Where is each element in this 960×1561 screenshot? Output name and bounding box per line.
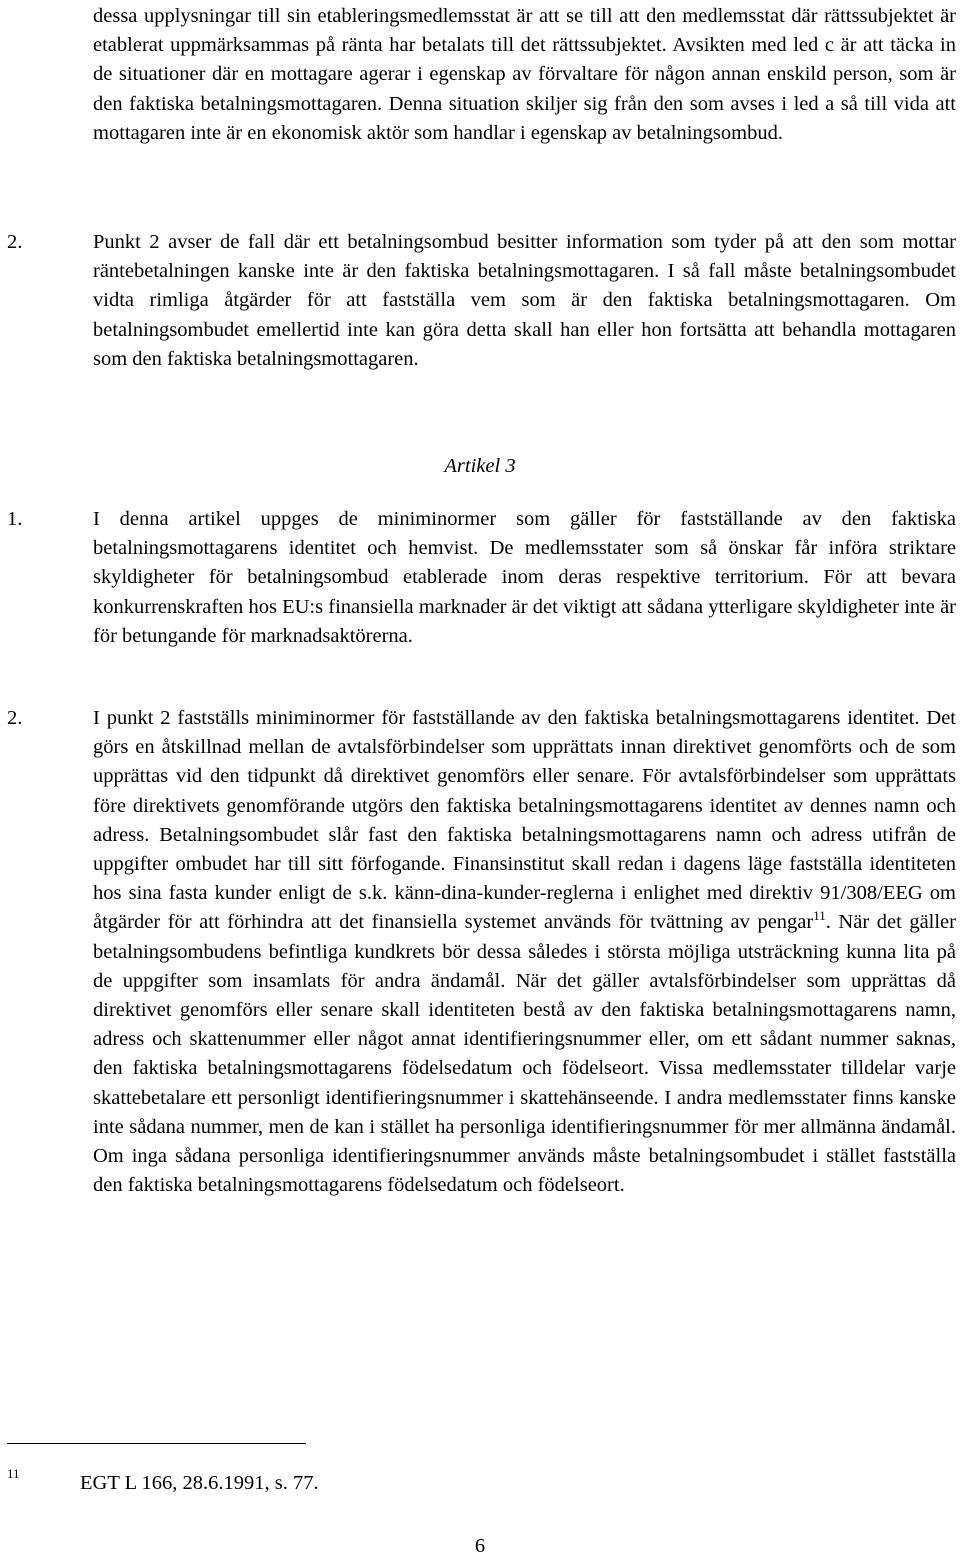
intro-paragraph: dessa upplysningar till sin etableringsmedlemsstat är att se till att den medlemsstat där rättssubjektet är etablerat uppmärksammas på ränta har betalats till det rättssubjektet. Avsikten med led c är att täcka in de situationer där en mottagare agerar i egenskap av förvaltare för någon annan enskild person, som är den faktiska betalningsmottagaren. Denna situation skiljer sig från den som avses i led a så till vida att mottagaren inte är en ekonomisk aktör som handlar i egenskap av betalningsombud. [93, 5, 956, 144]
page-number: 6 [474, 1535, 486, 1557]
article-3-point-1-paragraph: I denna artikel uppges de miniminormer som gäller för fastställande av den faktiska betalningsmottagarens identitet och hemvist. De medlemsstater som så önskar får införa striktare skyldigheter för betalningsombud etablerade inom deras respektive territorium. För att bevara konkurrenskraften hos EU:s finansiella marknader är det viktigt att sådana ytterligare skyldigheter inte är för betungande för marknadsaktörerna. [93, 508, 956, 647]
paragraph-text-part-1: I punkt 2 fastställs miniminormer för fastställande av den faktiska betalningsmottagarens identitet. Det görs en åtskillnad mellan de avtalsförbindelser som upprättats innan direktivet genomförts och de som upprättas vid den tidpunkt då direktivet genomförs eller senare. För avtalsförbindelser som upprättats före direktivets genomförande utgörs den faktiska betalningsmottagarens identitet av dennes namn och adress. Betalningsombudet slår fast den faktiska betalningsmottagarens namn och adress utifrån de uppgifter ombudet har till sitt förfogande. Finansinstitut skall redan i dagens läge fastställa identiteten hos sina fasta kunder enligt de s.k. känn-dina-kunder-reglerna i enlighet med direktiv 91/308/EEG om åtgärder för att förhindra att det finansiella systemet används för tvättning av pengar [93, 707, 956, 934]
point-2-paragraph: Punkt 2 avser de fall där ett betalningsombud besitter information som tyder på att den som mottar räntebetalningen kanske inte är den faktiska betalningsmottagaren. I så fall måste betalningsombudet vidta rimliga åtgärder för att fastställa vem som är den faktiska betalningsmottagaren. Om betalningsombudet emellertid inte kan göra detta skall han eller hon fortsätta att behandla mottagaren som den faktiska betalningsmottagaren. [93, 231, 956, 370]
paragraph-text-part-2: . När det gäller betalningsombudens befintliga kundkrets bör dessa således i största möjliga utsträckning kunna lita på de uppgifter som insamlats för andra ändamål. När det gäller avtalsförbindelser som upprättas då direktivet genomförs eller senare skall identiteten bestå av den faktiska betalningsmottagarens namn, adress och skattenummer eller något annat identifieringsnummer eller, om ett sådant nummer saknas, den faktiska betalningsmottagarens födelsedatum och födelseort. Vissa medlemsstater tilldelar varje skattebetalare ett personligt identifieringsnummer i skattehänseende. I andra medlemsstater finns kanske inte sådana nummer, men de kan i stället ha personliga identifieringsnummer för mer allmänna ändamål. Om inga sådana personliga identifieringsnummer används måste betalningsombudet i stället fastställa den faktiska betalningsmottagarens födelsedatum och födelseort. [93, 911, 956, 1197]
footnote-reference[interactable]: 11 [813, 908, 826, 924]
footnote-text: EGT L 166, 28.6.1991, s. 77. [80, 1472, 319, 1494]
article-3-point-2-paragraph [93, 704, 956, 1200]
article-3-point-2-number: 2. [7, 707, 23, 729]
article-3-point-1-number: 1. [7, 508, 23, 530]
article-heading: Artikel 3 [444, 455, 516, 477]
point-2-number: 2. [7, 231, 23, 253]
footnote-divider [7, 1443, 306, 1444]
footnote-number: 11 [7, 1466, 20, 1481]
